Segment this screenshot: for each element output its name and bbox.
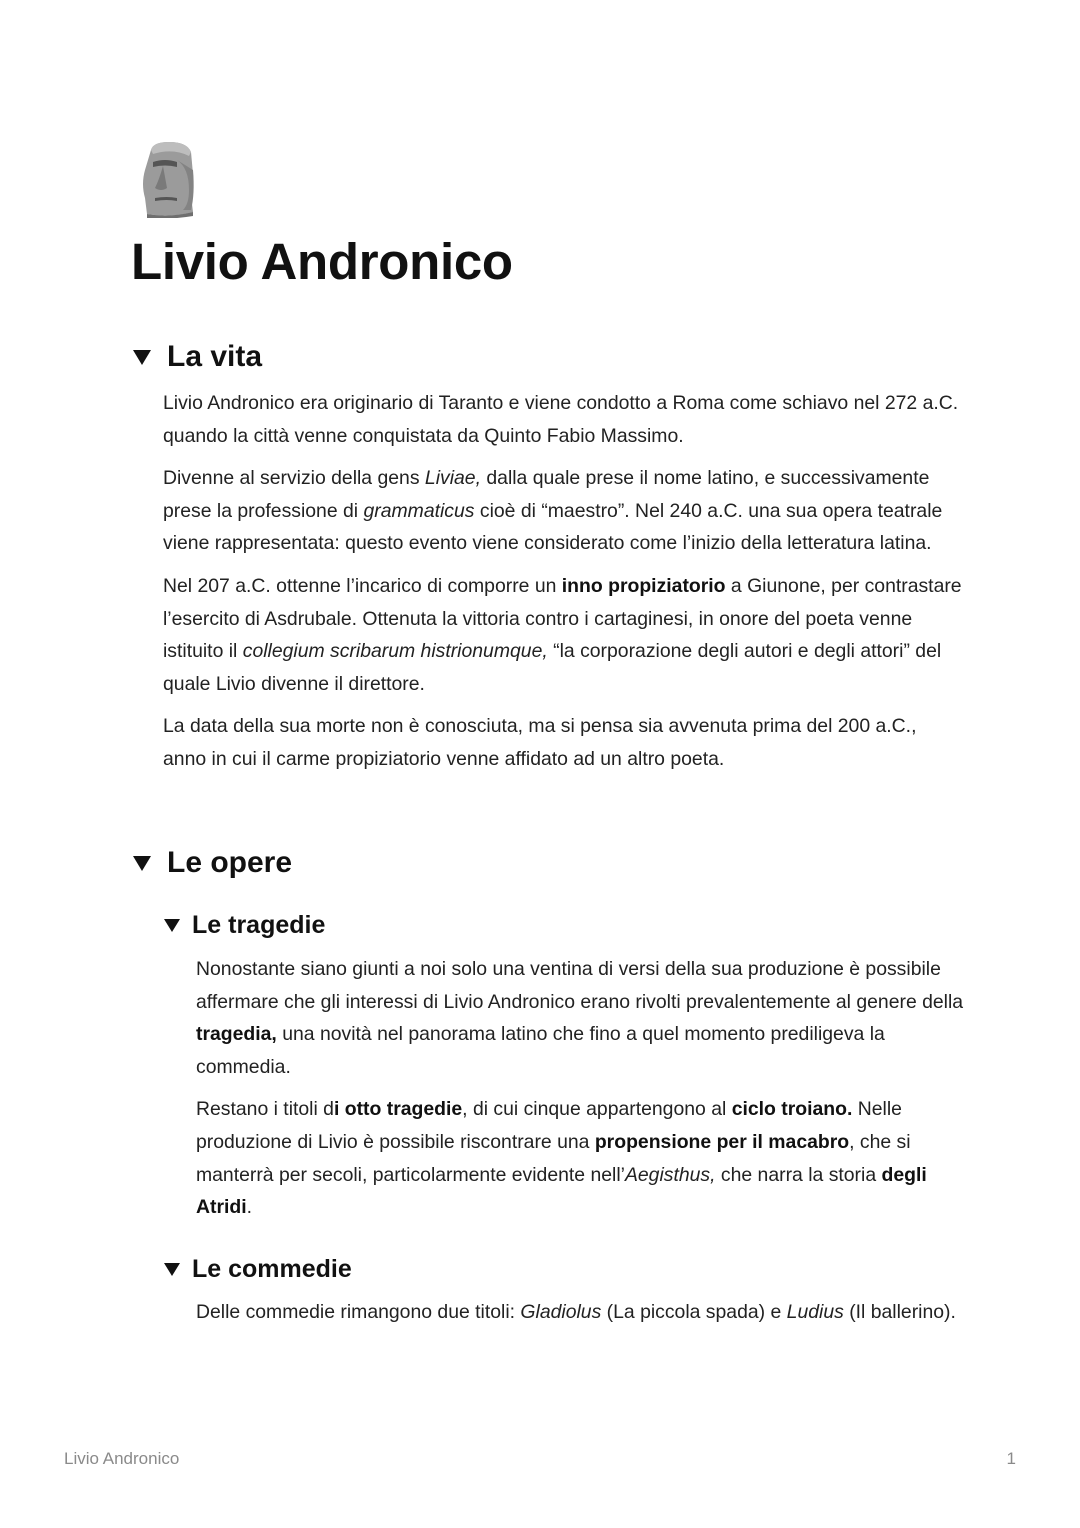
paragraph: La data della sua morte non è conosciuta, ma si pensa sia avvenuta prima del 200 a.C., anno in cui il carme propiziatorio venne affidato ad un altro poeta. bbox=[163, 715, 917, 770]
section-le-tragedie-body bbox=[196, 953, 966, 1234]
toggle-heading-le-commedie[interactable] bbox=[164, 1255, 352, 1284]
heading-label: Le opere bbox=[167, 846, 293, 879]
footer-title: Livio Andronico bbox=[64, 1449, 180, 1468]
toggle-triangle-icon[interactable] bbox=[133, 350, 151, 365]
page-title: Livio Andronico bbox=[131, 233, 513, 290]
moai-icon bbox=[133, 140, 203, 218]
toggle-triangle-icon[interactable] bbox=[133, 856, 151, 871]
section-la-vita-body bbox=[163, 387, 963, 786]
heading-label: Le tragedie bbox=[192, 911, 326, 939]
paragraph: Delle commedie rimangono due titoli: Gladiolus (La piccola spada) e Ludius (Il ballerino). bbox=[196, 1301, 956, 1323]
toggle-triangle-icon[interactable] bbox=[164, 919, 180, 932]
paragraph: Restano i titoli di otto tragedie, di cui cinque appartengono al ciclo troiano. Nelle produzione di Livio è possibile riscontrare una propensione per il macabro, che si manterrà per secoli, particolarmente evidente nell’Aegisthus, che narra la storia degli Atridi. bbox=[196, 1098, 927, 1219]
heading-label: La vita bbox=[167, 340, 263, 373]
paragraph: Livio Andronico era originario di Taranto e viene condotto a Roma come schiavo nel 272 a.C. quando la città venne conquistata da Quinto Fabio Massimo. bbox=[163, 392, 959, 447]
section-le-commedie-body bbox=[196, 1296, 966, 1339]
toggle-heading-le-tragedie[interactable] bbox=[164, 911, 325, 940]
page-number: 1 bbox=[1006, 1449, 1016, 1468]
paragraph: Nonostante siano giunti a noi solo una ventina di versi della sua produzione è possibile affermare che gli interessi di Livio Andronico erano rivolti prevalentemente al genere della tragedia, una novità nel panorama latino che fino a quel momento prediligeva la commedia. bbox=[196, 958, 964, 1078]
toggle-heading-le-opere[interactable] bbox=[133, 846, 292, 880]
toggle-triangle-icon[interactable] bbox=[164, 1263, 180, 1276]
paragraph: Nel 207 a.C. ottenne l’incarico di comporre un inno propiziatorio a Giunone, per contrastare l’esercito di Asdrubale. Ottenuta la vittoria contro i cartaginesi, in onore del poeta venne istituito il collegium scribarum histrionumque, “la corporazione degli autori e degli attori” del quale Livio divenne il direttore. bbox=[163, 574, 962, 695]
heading-label: Le commedie bbox=[192, 1255, 352, 1283]
toggle-heading-la-vita[interactable] bbox=[133, 340, 262, 374]
paragraph: Divenne al servizio della gens Liviae, dalla quale prese il nome latino, e successivamente prese la professione di grammaticus cioè di “maestro”. Nel 240 a.C. una sua opera teatrale viene rappresentata: questo evento viene considerato come l’inizio della letteratura latina. bbox=[163, 467, 943, 555]
